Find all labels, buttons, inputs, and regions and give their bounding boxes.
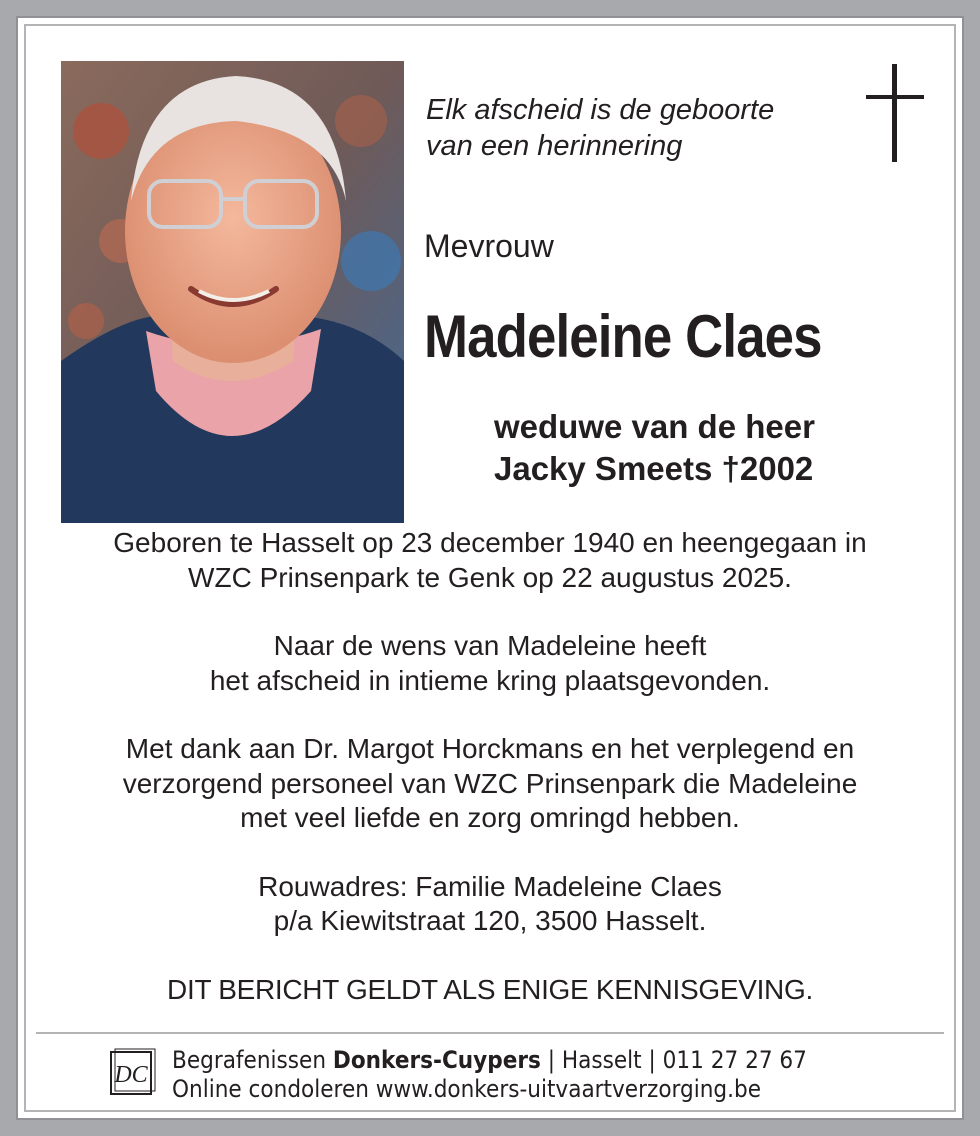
text-line: p/a Kiewitstraat 120, 3500 Hasselt. <box>273 905 707 936</box>
text-line: Geboren te Hasselt op 23 december 1940 en heengegaan in <box>113 527 867 558</box>
separator: | <box>540 1046 562 1074</box>
obituary-card <box>18 18 962 1118</box>
logo-text: DC <box>114 1062 148 1088</box>
footer <box>172 1046 807 1104</box>
text-line: verzorgend personeel van WZC Prinsenpark die Madeleine <box>122 767 858 799</box>
portrait-photo <box>61 61 404 523</box>
condolence-label: Online condoleren <box>172 1075 369 1103</box>
notice-text: DIT BERICHT GELDT ALS ENIGE KENNISGEVING. <box>167 973 813 1005</box>
obituary-inner-frame <box>24 24 956 1112</box>
text-line: WZC Prinsenpark te Genk op 22 augustus 2025. <box>188 561 792 593</box>
text-line: Rouwadres: Familie Madeleine Claes <box>258 870 722 902</box>
obituary-body <box>46 526 934 1041</box>
deceased-name: Madeleine Claes <box>424 303 822 370</box>
widow-line: weduwe van de heer <box>494 408 815 445</box>
quote-line: van een herinnering <box>426 130 683 162</box>
separator: | <box>641 1046 663 1074</box>
footer-phone: 011 27 27 67 <box>662 1046 807 1074</box>
text-line: met veel liefde en zorg omringd hebben. <box>240 802 740 833</box>
footer-city: Hasselt <box>561 1046 642 1074</box>
funeral-home-logo <box>110 1048 156 1096</box>
wish-paragraph <box>46 629 934 698</box>
cross-icon <box>866 64 924 162</box>
text-line: het afscheid in intieme kring plaatsgevonden. <box>209 664 771 696</box>
widow-line: Jacky Smeets †2002 <box>494 450 814 487</box>
address-paragraph <box>46 870 934 939</box>
footer-line-1 <box>172 1046 807 1075</box>
footer-prefix: Begrafenissen <box>172 1046 327 1074</box>
company-name: Donkers-Cuypers <box>332 1046 541 1074</box>
logo-icon <box>110 1048 156 1096</box>
footer-divider <box>36 1032 944 1034</box>
widow-of <box>494 406 815 490</box>
footer-line-2 <box>172 1075 807 1104</box>
salutation: Mevrouw <box>424 228 554 264</box>
notice-paragraph <box>46 973 934 1008</box>
quote-line: Elk afscheid is de geboorte <box>426 94 775 126</box>
text-line: Naar de wens van Madeleine heeft <box>273 630 707 661</box>
website-link[interactable]: www.donkers-uitvaartverzorging.be <box>375 1075 762 1103</box>
birth-paragraph <box>46 526 934 595</box>
portrait-illustration <box>61 61 404 523</box>
text-line: Met dank aan Dr. Margot Horckmans en het verplegend en <box>125 733 855 764</box>
quote <box>426 92 846 164</box>
thanks-paragraph <box>46 732 934 836</box>
